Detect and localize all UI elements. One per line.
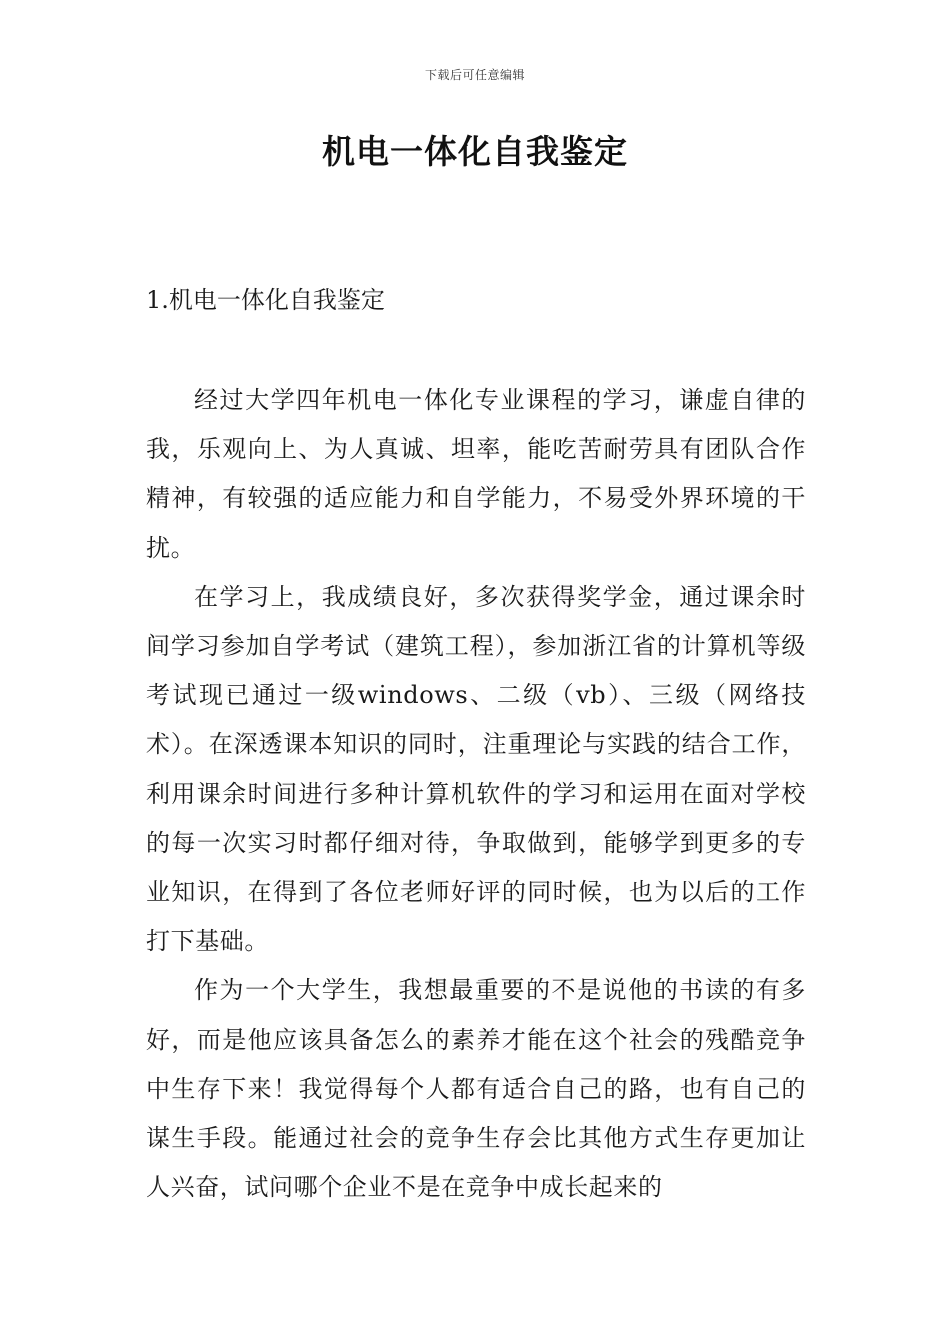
paragraph: 作为一个大学生，我想最重要的不是说他的书读的有多好，而是他应该具备怎么的素养才能在这个社会的残酷竞争中生存下来！我觉得每个人都有适合自己的路，也有自己的谋生手段。能通过社会的竞争生存会比其他方式生存更加让人兴奋，试问哪个企业不是在竞争中成长起来的 [146,976,806,1202]
document-body [146,376,806,1212]
header-note: 下载后可任意编辑 [424,68,525,82]
paragraph: 经过大学四年机电一体化专业课程的学习，谦虚自律的我，乐观向上、为人真诚、坦率，能吃苦耐劳具有团队合作精神，有较强的适应能力和自学能力，不易受外界环境的干扰。 [146,386,806,562]
section-heading: 1.机电一体化自我鉴定 [146,286,385,314]
document-title: 机电一体化自我鉴定 [322,132,628,171]
paragraph: 在学习上，我成绩良好，多次获得奖学金，通过课余时间学习参加自学考试（建筑工程），参加浙江省的计算机等级考试现已通过一级windows、二级（vb）、三级（网络技术）。在深透课本知识的同时，注重理论与实践的结合工作，利用课余时间进行多种计算机软件的学习和运用在面对学校的每一次实习时都仔细对待，争取做到，能够学到更多的专业知识，在得到了各位老师好评的同时候，也为以后的工作打下基础。 [146,582,806,956]
